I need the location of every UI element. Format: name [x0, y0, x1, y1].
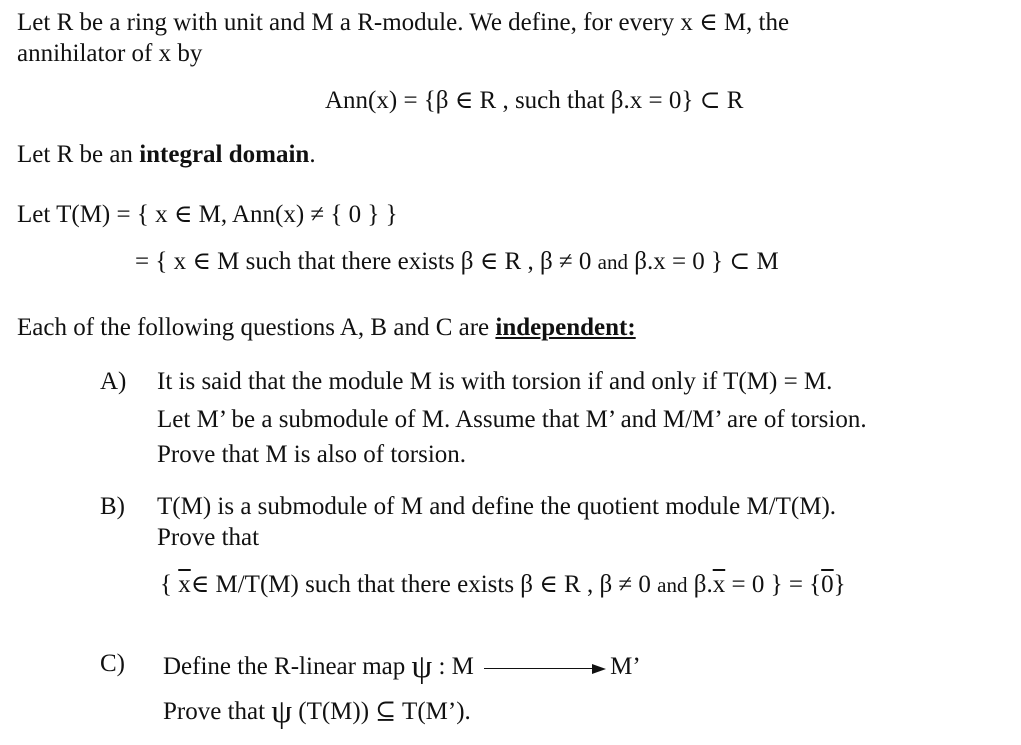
integral-pre: Let R be an [17, 141, 140, 168]
question-a-line-3: Prove that M is also of torsion. [157, 441, 467, 468]
c-line1-pre: Define the R-linear map [163, 653, 412, 680]
formula-zero-bar: 0 [821, 571, 834, 598]
c-line1-target: M’ [610, 653, 641, 680]
integral-domain-statement [17, 140, 316, 170]
intro-line-1: Let R be a ring with unit and M a R-module. We define, for every x ∈ M, the [17, 9, 790, 36]
c-line2-pre: Prove that [163, 698, 272, 725]
annihilator-definition: Ann(x) = {β ∈ R , such that β.x = 0} ⊂ R [325, 87, 744, 114]
integral-domain-bold: integral domain [139, 141, 310, 168]
c-line1-mid: : M [432, 653, 481, 680]
question-b-line-1: T(M) is a submodule of M and define the quotient module M/T(M). [157, 493, 837, 520]
torsion-definition-line-1: Let T(M) = { x ∈ M, Ann(x) ≠ { 0 } } [17, 201, 398, 228]
question-c-line-2 [163, 694, 471, 730]
formula-eq: = 0 } = { [725, 571, 822, 598]
psi-symbol-2: ψ [271, 694, 292, 730]
formula-mid: ∈ M/T(M) such that there exists β ∈ R , β ≠ 0 [190, 571, 658, 598]
question-a-line-1: It is said that the module M is with torsion if and only if T(M) = M. [157, 368, 833, 395]
question-b-formula [160, 570, 846, 600]
question-a-label: A) [100, 368, 127, 395]
question-a-line-2: Let M’ be a submodule of M. Assume that M’ and M/M’ are of torsion. [157, 406, 867, 433]
formula-end: } [833, 571, 846, 598]
independent-bold: independent: [495, 314, 636, 341]
formula-and: and [657, 573, 688, 597]
question-c-line-1 [163, 649, 641, 685]
map-arrow-icon [484, 664, 606, 674]
tm-line2-b: β.x = 0 } ⊂ M [627, 248, 779, 275]
formula-beta: β. [687, 571, 713, 598]
independent-statement [17, 313, 636, 343]
tm-line2-a: = { x ∈ M such that there exists β ∈ R , β ≠ 0 [135, 248, 598, 275]
torsion-definition-line-2 [135, 247, 779, 277]
tm-line2-and: and [597, 250, 628, 274]
intro-line-2: annihilator of x by [17, 40, 203, 67]
question-b-label: B) [100, 493, 125, 520]
independent-pre: Each of the following questions A, B and C are [17, 314, 496, 341]
formula-pre: { [160, 571, 179, 598]
formula-xbar-2: $\overline{x}$ [712, 571, 726, 598]
formula-xbar: $\overline{x}$ [178, 571, 191, 598]
question-c-label: C) [100, 650, 125, 677]
c-line2-post: (T(M)) ⊆ T(M’). [292, 698, 471, 725]
integral-post: . [309, 141, 316, 168]
question-b-line-2: Prove that [157, 524, 260, 551]
psi-symbol: ψ [411, 649, 433, 685]
